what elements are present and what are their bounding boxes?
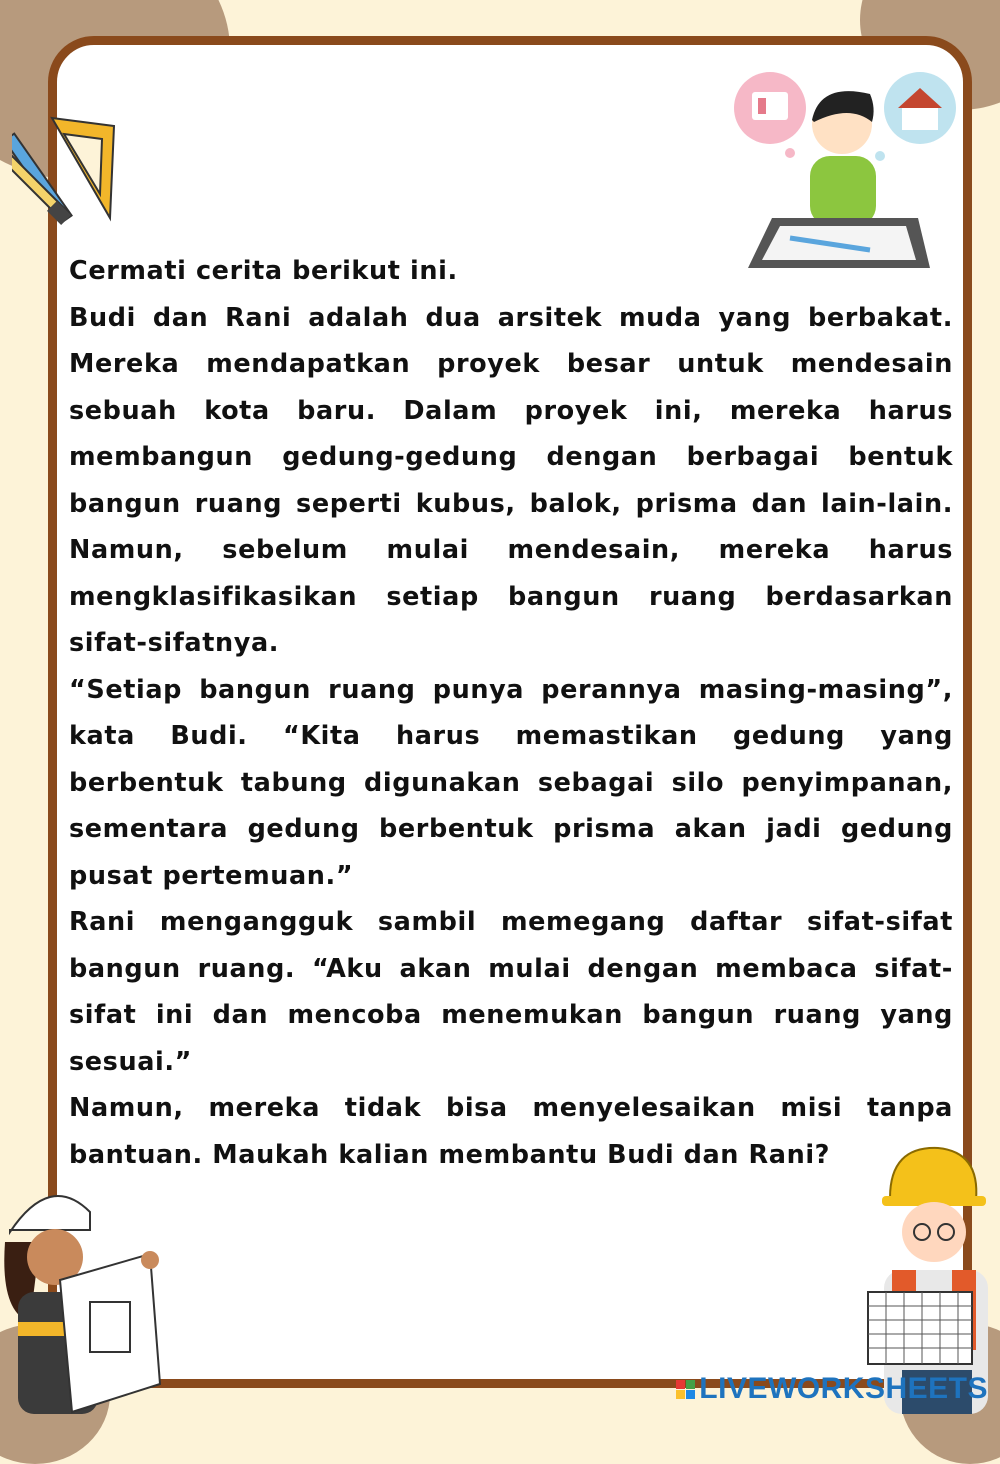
- paragraph-4: Namun, mereka tidak bisa menyelesaikan misi tanpa bantuan. Maukah kalian membantu Budi dan Rani?: [69, 1093, 953, 1170]
- liveworksheets-watermark: [676, 1372, 988, 1406]
- paragraph-1: Budi dan Rani adalah dua arsitek muda yang berbakat. Mereka mendapatkan proyek besar untuk mendesain sebuah kota baru. Dalam proyek ini, mereka harus membangun gedung-gedung dengan berbagai bentuk bangun ruang seperti kubus, balok, prisma dan lain-lain. Namun, sebelum mulai mendesain, mereka harus mengklasifikasikan setiap bangun ruang berdasarkan sifat-sifatnya.: [69, 302, 953, 658]
- story-text: [69, 248, 953, 1178]
- architect-girl-illustration: [0, 1172, 170, 1414]
- ruler-pencil-icon: [12, 108, 122, 238]
- intro-text: Cermati cerita berikut ini.: [69, 256, 458, 286]
- paragraph-3: Rani mengangguk sambil memegang daftar sifat-sifat bangun ruang. “Aku akan mulai dengan membaca sifat-sifat ini dan mencoba menemukan bangun ruang yang sesuai.”: [69, 907, 953, 1077]
- liveworksheets-logo-icon: [676, 1380, 695, 1399]
- watermark-text: LIVEWORKSHEETS: [699, 1372, 988, 1405]
- paragraph-2: “Setiap bangun ruang punya perannya masing-masing”, kata Budi. “Kita harus memastikan gedung yang berbentuk tabung digunakan sebagai silo penyimpanan, sementara gedung berbentuk prisma akan jadi gedung pusat pertemuan.”: [69, 674, 953, 891]
